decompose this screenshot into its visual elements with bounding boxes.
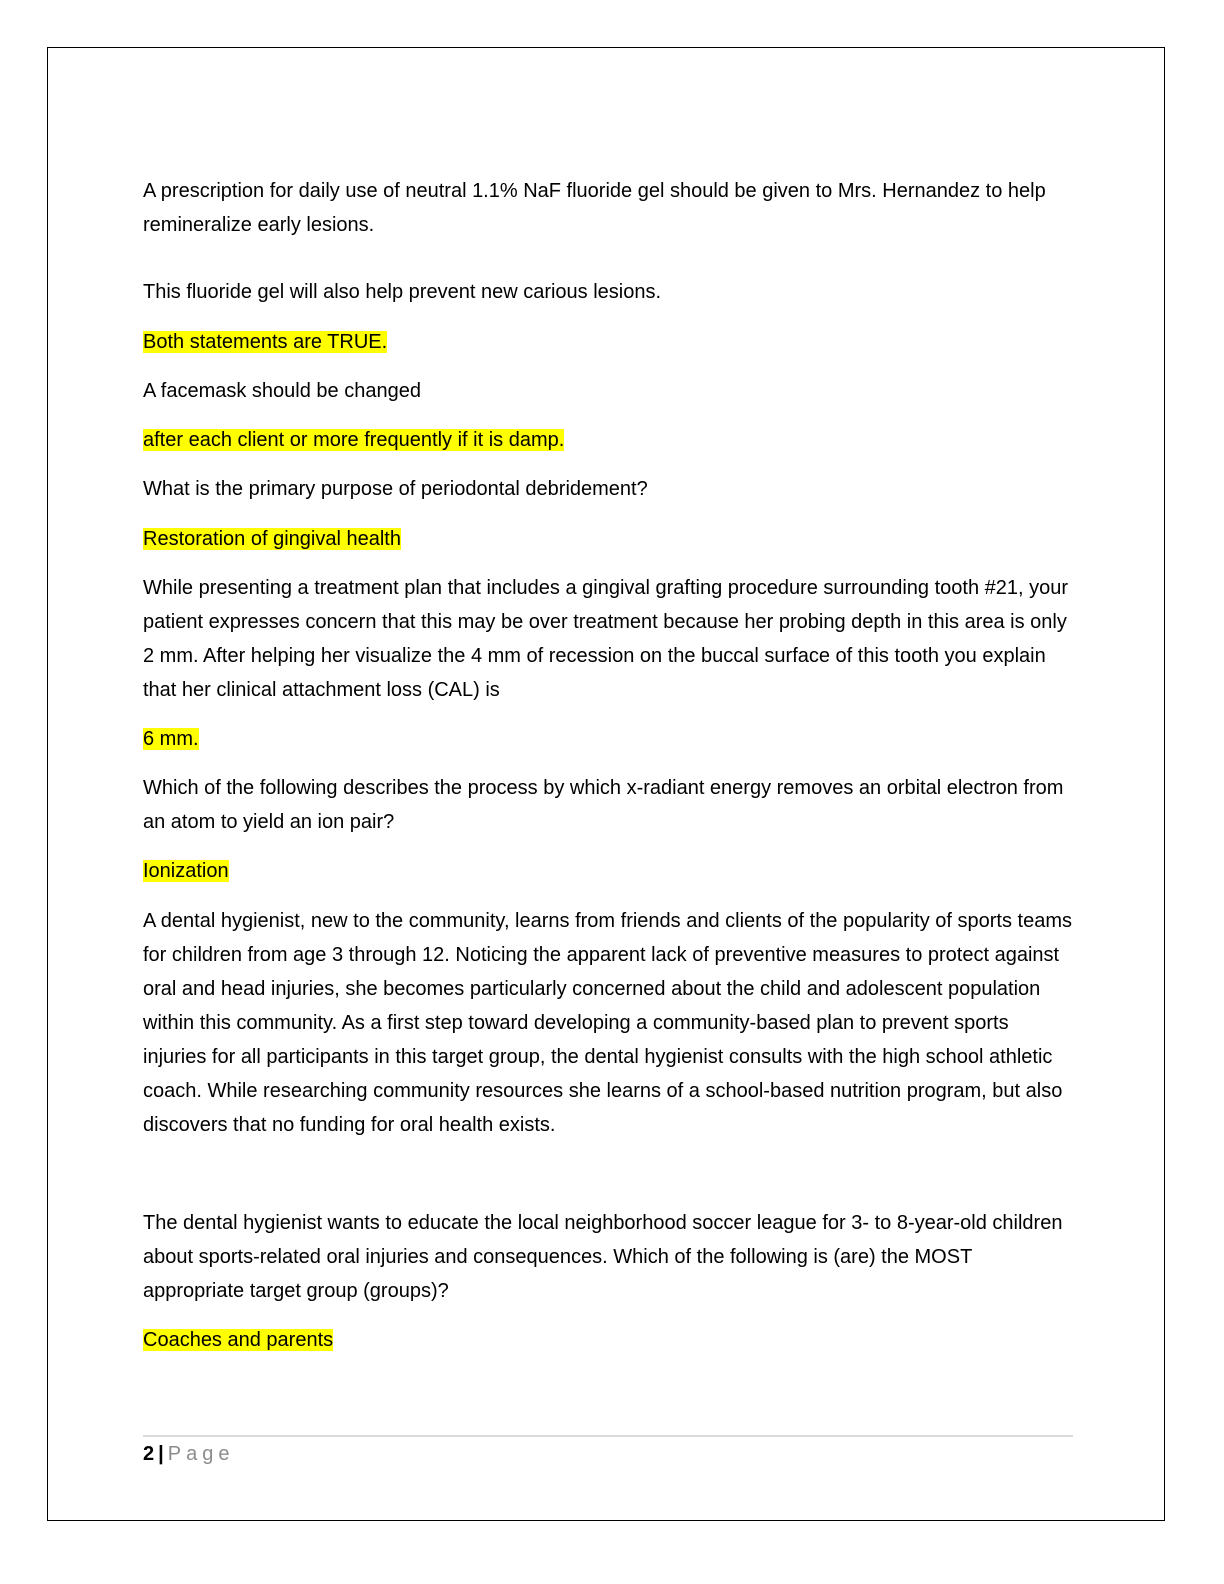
answer-target-group: [143, 1323, 1073, 1357]
highlighted-answer: Ionization: [143, 860, 229, 882]
question-cal: While presenting a treatment plan that includes a gingival grafting procedure surrounding tooth #21, your patient expresses concern that this may be over treatment because her probing depth in this area is only 2 mm. After helping her visualize the 4 mm of recession on the buccal surface of this tooth you explain that her clinical attachment loss (CAL) is: [143, 577, 1069, 701]
question-debridement: What is the primary purpose of periodontal debridement?: [143, 478, 648, 500]
page-footer: [143, 1440, 234, 1468]
highlighted-answer: Coaches and parents: [143, 1329, 334, 1351]
answer-fluoride: [143, 325, 1073, 359]
highlighted-answer: Both statements are TRUE.: [143, 331, 388, 353]
question-target-group: The dental hygienist wants to educate the local neighborhood soccer league for 3- to 8-year-old children about sports-related oral injuries and consequences. Which of the following is (are) the MOST appropriate target group (groups)?: [143, 1212, 1063, 1302]
highlighted-answer: Restoration of gingival health: [143, 528, 401, 550]
answer-cal: [143, 722, 1073, 756]
case-scenario: A dental hygienist, new to the community, learns from friends and clients of the popularity of sports teams for children from age 3 through 12. Noticing the apparent lack of preventive measures to protect against oral and head injuries, she becomes particularly concerned about the child and adolescent population within this community. As a first step toward developing a community-based plan to prevent sports injuries for all participants in this target group, the dental hygienist consults with the high school athletic coach. While researching community resources she learns of a school-based nutrition program, but also discovers that no funding for oral health exists.: [143, 910, 1072, 1136]
question-fluoride-prevention: This fluoride gel will also help prevent new carious lesions.: [143, 281, 662, 303]
question-facemask: A facemask should be changed: [143, 380, 421, 402]
highlighted-answer: after each client or more frequently if it is damp.: [143, 429, 565, 451]
page-number: 2: [143, 1443, 155, 1465]
question-fluoride-prescription: A prescription for daily use of neutral 1.1% NaF fluoride gel should be given to Mrs. Hernandez to help remineralize early lesions.: [143, 180, 1046, 236]
question-ionization: Which of the following describes the process by which x-radiant energy removes an orbital electron from an atom to yield an ion pair?: [143, 777, 1064, 833]
answer-ionization: [143, 854, 1073, 888]
answer-debridement: [143, 522, 1073, 556]
highlighted-answer: 6 mm.: [143, 728, 199, 750]
footer-rule: [143, 1435, 1073, 1437]
footer-separator: |: [158, 1443, 164, 1465]
answer-facemask: [143, 423, 1073, 457]
page-label: Page: [167, 1443, 235, 1465]
